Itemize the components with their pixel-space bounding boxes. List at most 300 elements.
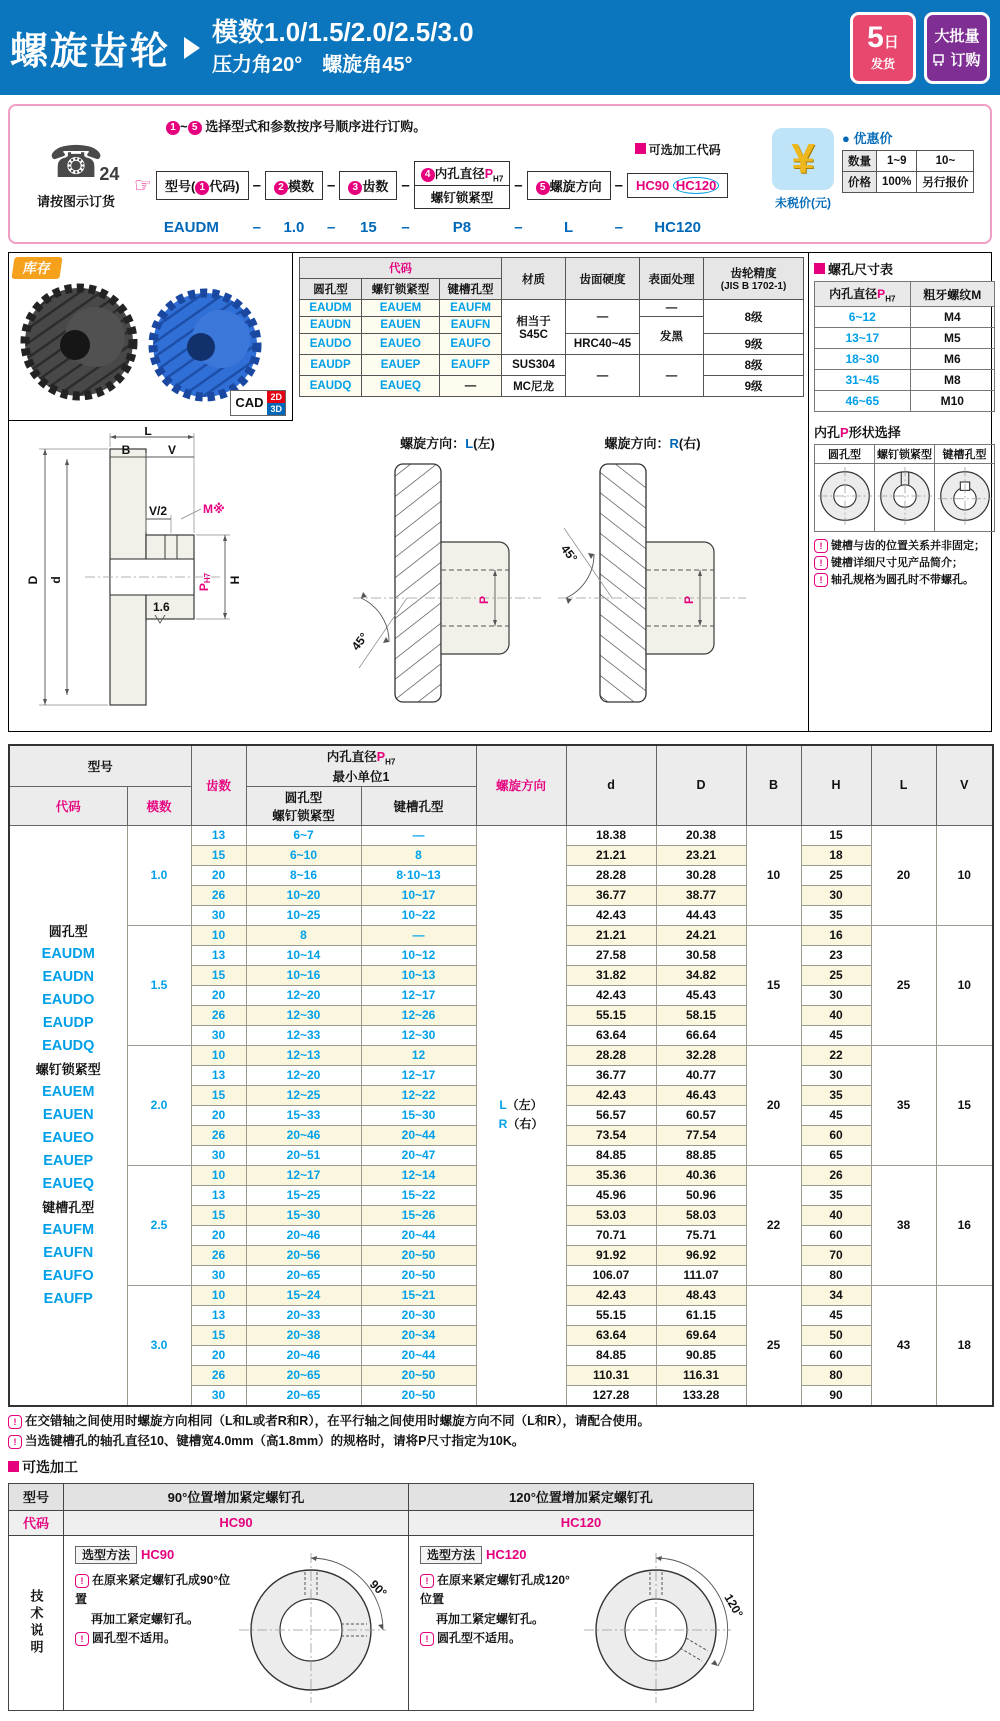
teeth-cell: 26 [191, 1365, 246, 1385]
cad-3d-label: 3D [267, 403, 285, 415]
model-code: EAUFM [440, 300, 502, 317]
D-cell: 30.28 [656, 865, 746, 885]
example-teeth: 15 [359, 219, 377, 236]
H-cell: 45 [801, 1105, 871, 1125]
model-code: EAUEQ [42, 1175, 95, 1192]
D-cell: 60.57 [656, 1105, 746, 1125]
price-block [772, 114, 980, 236]
page-header [0, 0, 1000, 95]
precision-value: 8级 [704, 355, 804, 376]
spec-table-body [9, 825, 993, 1406]
H-cell: 25 [801, 965, 871, 985]
bore-shape-table [814, 444, 995, 532]
keyway-range-cell: 8·10~13 [361, 865, 476, 885]
angle-90-label: 90° [366, 1576, 390, 1600]
model-code: EAUDM [300, 300, 362, 317]
module-range: 模数1.0/1.5/2.0/2.5/3.0 [212, 17, 474, 48]
bore-range-cell: 20~46 [246, 1345, 361, 1365]
example-hc: HC120 [654, 219, 701, 236]
bore-range-cell: 20~38 [246, 1325, 361, 1345]
info-icon: ! [814, 573, 828, 587]
helix-left-title: 螺旋方向：L(左) [400, 436, 495, 451]
pink-square-icon [8, 1461, 19, 1472]
H-cell: 70 [801, 1245, 871, 1265]
H-cell: 34 [801, 1285, 871, 1305]
D-cell: 58.15 [656, 1005, 746, 1025]
model-code: EAUDN [300, 317, 362, 334]
keyway-range-cell: 15~21 [361, 1285, 476, 1305]
d-cell: 53.03 [566, 1205, 656, 1225]
B-cell: 25 [746, 1285, 801, 1406]
H-cell: 15 [801, 825, 871, 845]
hc120-panel: 选型方法 HC120 ! 在原来紧定螺钉孔成120°位置 再加工紧定螺钉孔。 ! 圆孔型不适用。 120° [410, 1537, 752, 1709]
dash: – [326, 219, 336, 236]
dim-M: M※ [203, 502, 225, 516]
technical-drawings [9, 421, 808, 731]
dash: – [614, 219, 623, 236]
H-cell: 30 [801, 985, 871, 1005]
dim-P: PH7 [197, 572, 212, 592]
d-cell: 63.64 [566, 1325, 656, 1345]
d-cell: 56.57 [566, 1105, 656, 1125]
bore-range: 6~12 [815, 307, 911, 328]
qty-header: 数量 [843, 151, 877, 172]
H-cell: 30 [801, 885, 871, 905]
dim-Dcap: D [26, 575, 40, 585]
thread-size: M6 [910, 349, 994, 370]
dim-P: P [477, 595, 491, 605]
teeth-cell: 10 [191, 1285, 246, 1305]
dash: – [326, 176, 336, 194]
model-code: EAUDO [42, 991, 95, 1008]
model-code: EAUFO [42, 1267, 94, 1284]
teeth-cell: 15 [191, 1205, 246, 1225]
info-icon: ! [814, 539, 828, 553]
H-cell: 80 [801, 1265, 871, 1285]
teeth-cell: 30 [191, 1145, 246, 1165]
bore-range-cell: 20~65 [246, 1265, 361, 1285]
bore-range-cell: 20~51 [246, 1145, 361, 1165]
bore-range-cell: 15~25 [246, 1185, 361, 1205]
B-cell: 10 [746, 825, 801, 925]
bore-range-cell: 20~46 [246, 1125, 361, 1145]
bore-range-cell: 8 [246, 925, 361, 945]
bore-range-cell: 6~7 [246, 825, 361, 845]
product-photo [9, 253, 293, 421]
hc90-panel: 选型方法 HC90 ! 在原来紧定螺钉孔成90°位置 再加工紧定螺钉孔。 ! 圆孔型不适用。 90° [65, 1537, 407, 1709]
model-code: EAUEM [42, 1083, 95, 1100]
keyway-range-cell: 20~50 [361, 1365, 476, 1385]
bore-range-cell: 20~65 [246, 1385, 361, 1406]
step1-icon: 1 [195, 181, 209, 195]
model-code: EAUDQ [300, 376, 362, 397]
d-cell: 35.36 [566, 1165, 656, 1185]
hardness-value: HRC40~45 [566, 334, 640, 355]
qty-range-1: 1~9 [877, 151, 917, 172]
teeth-box: 3 齿数 [339, 171, 397, 200]
info-icon: ! [8, 1435, 22, 1449]
hc90-code: HC90 [141, 1546, 175, 1562]
keyway-range-cell: 10~13 [361, 965, 476, 985]
teeth-cell: 10 [191, 925, 246, 945]
material-sus: SUS304 [502, 355, 566, 376]
model-code: — [440, 376, 502, 397]
info-icon: ! [75, 1632, 89, 1646]
thread-size: M10 [910, 391, 994, 412]
B-cell: 15 [746, 925, 801, 1045]
D-cell: 23.21 [656, 845, 746, 865]
shape-setscrew-header: 螺钉锁紧型 [875, 445, 935, 464]
model-code: EAUFN [43, 1244, 94, 1261]
bore-range-cell: 10~16 [246, 965, 361, 985]
keyway-range-cell: — [361, 925, 476, 945]
shape-keyway-header: 键槽孔型 [935, 445, 995, 464]
d-cell: 55.15 [566, 1305, 656, 1325]
H-cell: 80 [801, 1365, 871, 1385]
B-header: B [746, 745, 801, 825]
keyway-range-cell: 8 [361, 845, 476, 865]
keyway-header: 键槽孔型 [361, 786, 476, 825]
model-type-label: 圆孔型 [48, 923, 88, 939]
delivery-days: 5 [867, 21, 884, 54]
teeth-cell: 10 [191, 1045, 246, 1065]
code-spec-table [299, 257, 804, 397]
shape-round-header: 圆孔型 [815, 445, 875, 464]
qty-range-2: 10~ [917, 151, 974, 172]
keyway-range-cell: 10~12 [361, 945, 476, 965]
model-code: EAUEO [362, 334, 440, 355]
thread-header: 粗牙螺纹M [910, 282, 994, 307]
helix-angle: 45° [348, 630, 371, 654]
delivery-badge [850, 12, 916, 84]
model-code: EAUEN [42, 1106, 94, 1123]
dash: – [401, 219, 410, 236]
price-2: 另行报价 [917, 172, 974, 193]
table-notes [8, 1411, 992, 1451]
helix-left-diagram [345, 427, 550, 727]
part-number-flow [134, 141, 772, 236]
hc90-code: HC90 [64, 1510, 409, 1535]
dimension-drawing [15, 427, 345, 727]
model-type-label: 键槽孔型 [42, 1199, 95, 1215]
D-cell: 32.28 [656, 1045, 746, 1065]
dim-P: P [682, 595, 696, 605]
angle-specs: 压力角20° 螺旋角45° [212, 53, 413, 76]
step2-icon: 2 [274, 181, 288, 195]
dash: – [514, 219, 523, 236]
d-cell: 55.15 [566, 1005, 656, 1025]
D-cell: 66.64 [656, 1025, 746, 1045]
opt-code-header: 代码 [9, 1510, 64, 1535]
ordering-instruction: 1 ~ 5 选择型式和参数按序号顺序进行订购。 [166, 116, 772, 135]
helix-right-diagram [550, 427, 755, 727]
round-type-header: 圆孔型 [300, 279, 362, 300]
bore-range-cell: 6~10 [246, 845, 361, 865]
hc120-title: 120°位置增加紧定螺钉孔 [409, 1483, 754, 1510]
model-code: EAUFO [440, 334, 502, 355]
cart-icon [933, 54, 947, 66]
untaxed-label: 未税价(元) [775, 196, 831, 210]
example-module: 1.0 [283, 219, 305, 236]
d-cell: 91.92 [566, 1245, 656, 1265]
keyway-range-cell: 12~14 [361, 1165, 476, 1185]
D-cell: 111.07 [656, 1265, 746, 1285]
model-code: EAUEP [362, 355, 440, 376]
keyway-range-cell: 20~50 [361, 1245, 476, 1265]
model-code: EAUDQ [42, 1037, 95, 1054]
model-code: EAUFP [43, 1290, 93, 1307]
hc120-code: HC120 [486, 1546, 527, 1562]
teeth-cell: 15 [191, 1085, 246, 1105]
optional-machining-table [8, 1483, 754, 1711]
d-cell: 28.28 [566, 1045, 656, 1065]
screw-hole-table [814, 281, 995, 412]
d-cell: 106.07 [566, 1265, 656, 1285]
pink-square-icon [814, 263, 825, 274]
keyway-range-cell: 12~17 [361, 1065, 476, 1085]
screw-table-title: 螺孔尺寸表 [814, 259, 995, 278]
model-code: EAUEM [362, 300, 440, 317]
D-cell: 116.31 [656, 1365, 746, 1385]
D-cell: 69.64 [656, 1325, 746, 1345]
bore-range-cell: 10~25 [246, 905, 361, 925]
step1-icon: 1 [166, 121, 180, 135]
bore-range-cell: 15~33 [246, 1105, 361, 1125]
bore-range-cell: 10~20 [246, 885, 361, 905]
spec-row [9, 825, 993, 845]
hc120-oval: HC120 [673, 177, 719, 194]
info-icon: ! [420, 1632, 434, 1646]
module-cell: 3.0 [127, 1285, 191, 1406]
H-cell: 40 [801, 1205, 871, 1225]
teeth-cell: 10 [191, 1165, 246, 1185]
d-cell: 21.21 [566, 845, 656, 865]
D-cell: 44.43 [656, 905, 746, 925]
D-cell: 34.82 [656, 965, 746, 985]
H-cell: 65 [801, 1145, 871, 1165]
model-type-label: 螺钉锁紧型 [35, 1061, 101, 1077]
module-cell: 2.0 [127, 1045, 191, 1165]
H-cell: 40 [801, 1005, 871, 1025]
bore-range-cell: 12~17 [246, 1165, 361, 1185]
stock-badge: 库存 [11, 257, 62, 279]
model-code: EAUDP [300, 355, 362, 376]
d-cell: 28.28 [566, 865, 656, 885]
dim-B: B [121, 443, 131, 457]
bulk-order-badge [924, 12, 990, 84]
step5-icon: 5 [188, 121, 202, 135]
H-cell: 45 [801, 1025, 871, 1045]
d-cell: 42.43 [566, 1085, 656, 1105]
D-cell: 24.21 [656, 925, 746, 945]
model-code: EAUDM [41, 945, 95, 962]
keyway-range-cell: — [361, 825, 476, 845]
bore-range: 31~45 [815, 370, 911, 391]
helix-right-title: 螺旋方向：R(右) [604, 436, 701, 451]
teeth-cell: 26 [191, 1125, 246, 1145]
optional-code-label: 可选加工代码 [635, 141, 721, 159]
precision-value: 9级 [704, 376, 804, 397]
spec-table [8, 744, 994, 1407]
teeth-cell: 20 [191, 985, 246, 1005]
keyway-range-cell: 12~22 [361, 1085, 476, 1105]
teeth-header: 齿数 [191, 745, 246, 825]
D-cell: 46.43 [656, 1085, 746, 1105]
hardness-value: — [566, 300, 640, 334]
d-cell: 45.96 [566, 1185, 656, 1205]
dim-V2: V/2 [148, 504, 168, 518]
V-cell: 18 [936, 1285, 993, 1406]
teeth-cell: 13 [191, 825, 246, 845]
V-header: V [936, 745, 993, 825]
model-code: EAUFP [440, 355, 502, 376]
H-cell: 90 [801, 1385, 871, 1406]
keyway-range-cell: 15~26 [361, 1205, 476, 1225]
L-cell: 25 [871, 925, 936, 1045]
teeth-cell: 15 [191, 1325, 246, 1345]
dim-d: d [49, 576, 63, 584]
teeth-cell: 20 [191, 1225, 246, 1245]
direction-header: 螺旋方向 [476, 745, 566, 825]
H-cell: 26 [801, 1165, 871, 1185]
pink-square-icon [635, 143, 646, 154]
precision-header: 齿轮精度 (JIS B 1702-1) [704, 258, 804, 300]
direction-cell: L（左） R（右） [476, 825, 566, 1406]
bore-range-cell: 20~56 [246, 1245, 361, 1265]
thread-size: M4 [910, 307, 994, 328]
code-header: 代码 [300, 258, 502, 279]
precision-value: 9级 [704, 334, 804, 355]
D-cell: 77.54 [656, 1125, 746, 1145]
bore-range-cell: 20~46 [246, 1225, 361, 1245]
helix-angle: 45° [558, 542, 581, 566]
teeth-cell: 20 [191, 865, 246, 885]
H-cell: 60 [801, 1125, 871, 1145]
setscrew-bore-diagram [877, 465, 933, 527]
info-icon: ! [8, 1415, 22, 1429]
bore-range-cell: 10~14 [246, 945, 361, 965]
order-by-diagram-label: 请按图示订货 [36, 193, 115, 209]
d-cell: 36.77 [566, 885, 656, 905]
dash: – [614, 176, 623, 194]
keyway-range-cell: 20~50 [361, 1385, 476, 1406]
yen-icon: ¥ [772, 128, 834, 190]
bore-range-cell: 12~20 [246, 985, 361, 1005]
price-header: 价格 [843, 172, 877, 193]
surface-value: 发黑 [640, 317, 704, 355]
opt-model-header: 型号 [9, 1483, 64, 1510]
D-cell: 40.36 [656, 1165, 746, 1185]
setscrew-type-header: 螺钉锁紧型 [362, 279, 440, 300]
D-cell: 50.96 [656, 1185, 746, 1205]
hardness-value: — [566, 355, 640, 397]
V-cell: 16 [936, 1165, 993, 1285]
keyway-range-cell: 12 [361, 1045, 476, 1065]
step3-icon: 3 [348, 181, 362, 195]
hc90-diagram [231, 1545, 401, 1705]
gear-photo-blue [153, 293, 257, 397]
bore-header: 内孔直径$P_{H7}$ 最小单位1 [246, 745, 476, 786]
bore-range-cell: 12~20 [246, 1065, 361, 1085]
teeth-cell: 30 [191, 905, 246, 925]
teeth-cell: 30 [191, 1385, 246, 1406]
bore-dia-header: 内孔直径$P_{H7}$ [815, 282, 911, 307]
d-cell: 36.77 [566, 1065, 656, 1085]
bore-range: 18~30 [815, 349, 911, 370]
model-code: EAUFN [440, 317, 502, 334]
bore-range-cell: 12~25 [246, 1085, 361, 1105]
bore-range-cell: 8~16 [246, 865, 361, 885]
L-cell: 20 [871, 825, 936, 925]
note-line: ! 键槽与齿的位置关系并非固定； [814, 538, 995, 555]
keyway-range-cell: 20~47 [361, 1145, 476, 1165]
keyway-range-cell: 20~44 [361, 1125, 476, 1145]
roughness-value: 1.6 [153, 600, 170, 614]
teeth-cell: 26 [191, 1245, 246, 1265]
D-cell: 38.77 [656, 885, 746, 905]
d-cell: 110.31 [566, 1365, 656, 1385]
example-bore: P8 [452, 219, 472, 236]
d-cell: 42.43 [566, 1285, 656, 1305]
precision-value: 8级 [704, 300, 804, 334]
V-cell: 10 [936, 925, 993, 1045]
L-cell: 35 [871, 1045, 936, 1165]
D-cell: 20.38 [656, 825, 746, 845]
H-header: H [801, 745, 871, 825]
phone-icon: ☎ 24 [48, 137, 120, 187]
module-cell: 2.5 [127, 1165, 191, 1285]
D-cell: 45.43 [656, 985, 746, 1005]
price-table [842, 150, 974, 193]
round-setscrew-header: 圆孔型 螺钉锁紧型 [246, 786, 361, 825]
step4-icon: 4 [421, 168, 435, 182]
H-cell: 18 [801, 845, 871, 865]
D-cell: 88.85 [656, 1145, 746, 1165]
keyway-range-cell: 15~30 [361, 1105, 476, 1125]
hc90-title: 90°位置增加紧定螺钉孔 [64, 1483, 409, 1510]
H-cell: 50 [801, 1325, 871, 1345]
d-cell: 84.85 [566, 1145, 656, 1165]
dim-V: V [167, 443, 177, 457]
dim-H: H [228, 575, 242, 585]
keyway-range-cell: 10~22 [361, 905, 476, 925]
note-line: ! 在交错轴之间使用时螺旋方向相同（L和L或者R和R），在平行轴之间使用时螺旋方向不同（L和R），请配合使用。 [8, 1411, 992, 1431]
bore-range: 13~17 [815, 328, 911, 349]
teeth-cell: 26 [191, 1005, 246, 1025]
right-info-column [808, 253, 1000, 731]
d-cell: 84.85 [566, 1345, 656, 1365]
example-model: EAUDM [163, 219, 219, 236]
D-cell: 30.58 [656, 945, 746, 965]
info-icon: ! [814, 556, 828, 570]
shape-select-title: 内孔P形状选择 [814, 425, 901, 441]
direction-box: 5 螺旋方向 [527, 171, 611, 200]
d-cell: 18.38 [566, 825, 656, 845]
B-cell: 22 [746, 1165, 801, 1285]
phone-24-label: 24 [99, 163, 120, 184]
bore-range: 46~65 [815, 391, 911, 412]
round-bore-diagram [817, 465, 873, 527]
note-line: ! 当选键槽孔的轴孔直径10、键槽宽4.0mm（高1.8mm）的规格时，请将P尺寸指定为10K。 [8, 1431, 992, 1451]
hc120-code: HC120 [409, 1510, 754, 1535]
discount-title: ● 优惠价 [842, 131, 893, 146]
d-header: d [566, 745, 656, 825]
model-code: EAUEP [43, 1152, 94, 1169]
delivery-day-char: 日 [883, 34, 899, 51]
info-icon: ! [75, 1574, 89, 1588]
L-cell: 43 [871, 1285, 936, 1406]
D-cell: 90.85 [656, 1345, 746, 1365]
